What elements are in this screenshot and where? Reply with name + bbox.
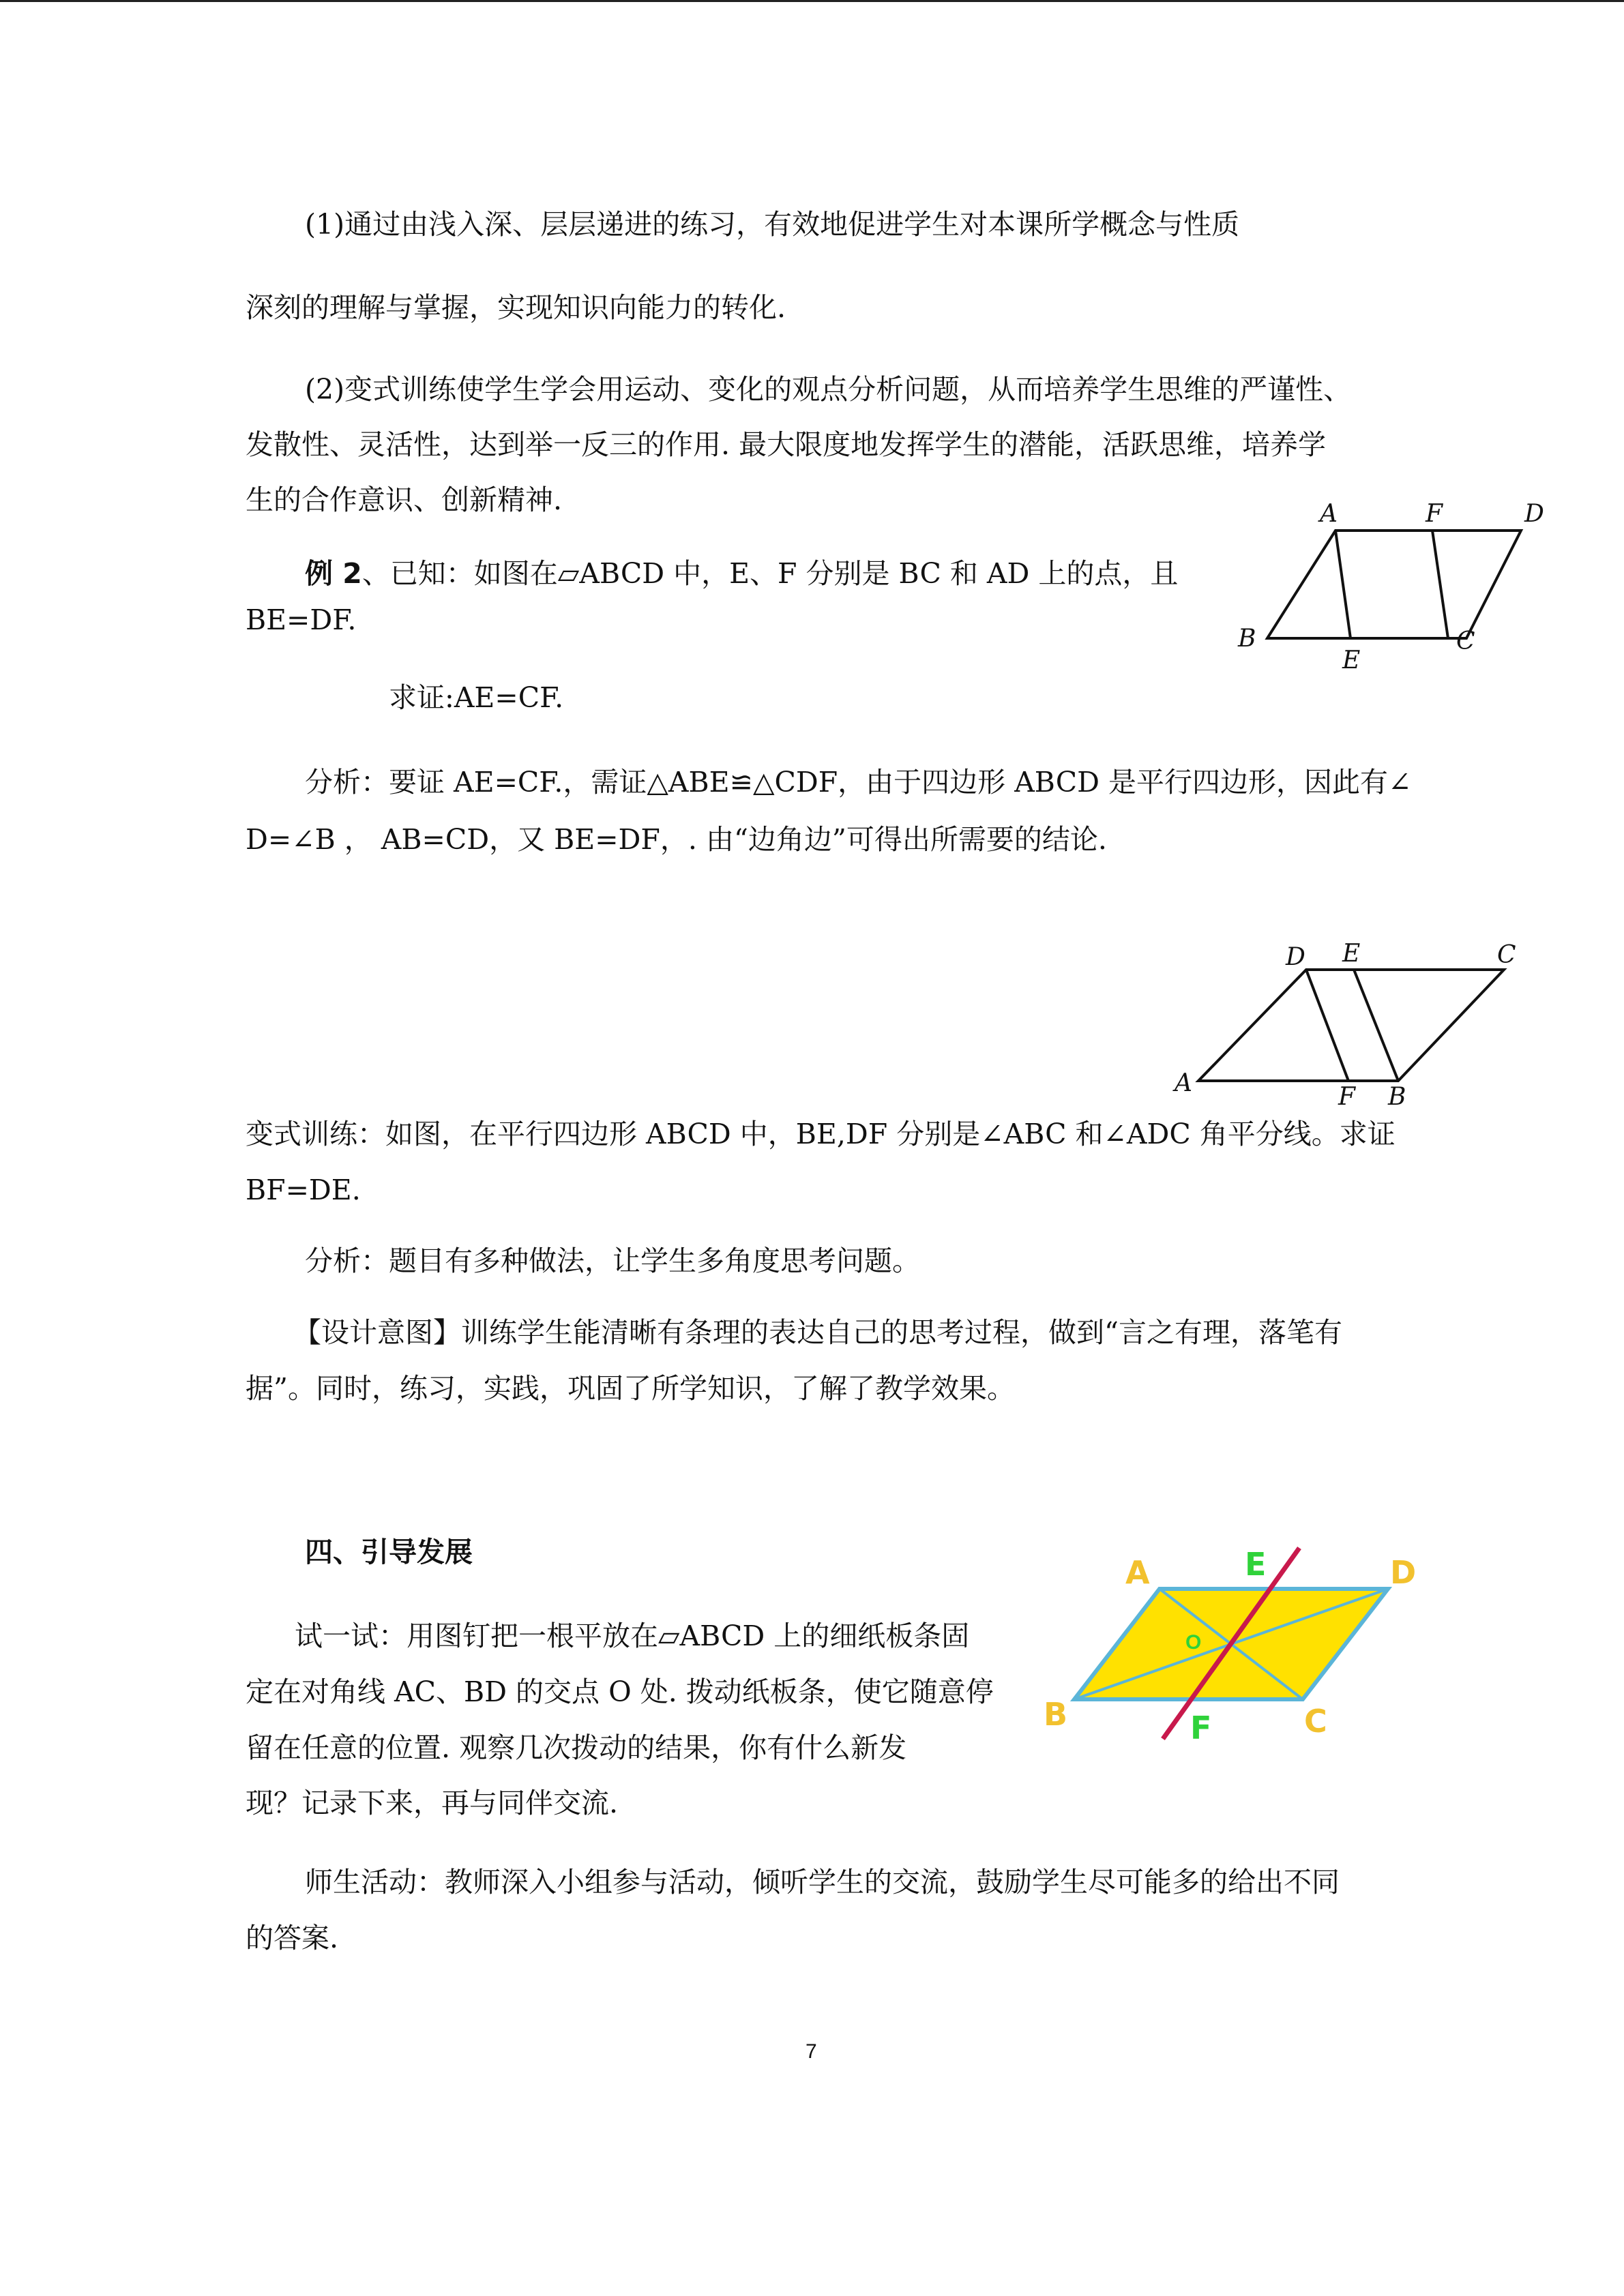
figure-1-parallelogram [1221, 491, 1562, 675]
page-number: 7 [806, 2040, 817, 2063]
figure-1-outline [1267, 531, 1521, 638]
figure-2-label-e: E [1342, 940, 1361, 968]
figure-3-label-b: B [1044, 1696, 1068, 1733]
figure-1-segment-ae [1335, 531, 1350, 638]
figure-2-label-f: F [1338, 1083, 1355, 1111]
figure-3-parallelogram-strip [1023, 1527, 1460, 1759]
top-rule [0, 0, 1624, 2]
section-4-heading: 四、引导发展 [305, 1536, 473, 1568]
example-2-line-1 [305, 554, 1178, 593]
figure-2-label-b: B [1388, 1083, 1406, 1111]
paragraph-2-line-1: (2)变式训练使学生学会用运动、变化的观点分析问题，从而培养学生思维的严谨性、 [305, 373, 1352, 406]
paragraph-2-line-2: 发散性、灵活性，达到举一反三的作用. 最大限度地发挥学生的潜能，活跃思维，培养学 [246, 428, 1327, 461]
paragraph-1-line-2: 深刻的理解与掌握，实现知识向能力的转化. [246, 291, 786, 324]
figure-3-label-c: C [1304, 1703, 1327, 1740]
figure-3-label-e: E [1245, 1546, 1267, 1583]
design-intent-line-1: 【设计意图】训练学生能清晰有条理的表达自己的思考过程，做到“言之有理，落笔有 [293, 1316, 1342, 1349]
example-2-analysis-line-2: D=∠B ， AB=CD，又 BE=DF，. 由“边角边”可得出所需要的结论. [246, 823, 1107, 856]
figure-2-segment-eb [1354, 970, 1398, 1081]
figure-3-label-d: D [1390, 1554, 1417, 1591]
figure-2-label-d: D [1286, 943, 1305, 971]
figure-3-label-o: O [1185, 1631, 1202, 1654]
figure-2-label-c: C [1497, 941, 1516, 969]
variant-line-1: 变式训练：如图，在平行四边形 ABCD 中，BE,DF 分别是∠ABC 和∠ADC 角平分线。求证 [246, 1118, 1396, 1150]
figure-1-label-c: C [1456, 627, 1475, 655]
example-2-label: 例 2 [305, 557, 362, 590]
example-2-analysis-line-1: 分析：要证 AE=CF.，需证△ABE≌△CDF，由于四边形 ABCD 是平行四边形，因此有∠ [305, 766, 1412, 799]
figure-1-label-f: F [1426, 500, 1443, 528]
example-2-prove: 求证:AE=CF. [389, 681, 564, 714]
design-intent-line-2: 据”。同时，练习，实践，巩固了所学知识，了解了教学效果。 [246, 1372, 1015, 1405]
figure-2-outline [1198, 970, 1504, 1081]
try-line-2: 定在对角线 AC、BD 的交点 O 处. 拨动纸板条，使它随意停 [246, 1675, 994, 1708]
figure-2-label-a: A [1175, 1069, 1192, 1097]
activity-line-2: 的答案. [246, 1922, 339, 1954]
figure-2-parallelogram [1160, 934, 1541, 1112]
paragraph-2-line-3: 生的合作意识、创新精神. [246, 483, 563, 516]
activity-line-1: 师生活动：教师深入小组参与活动，倾听学生的交流，鼓励学生尽可能多的给出不同 [305, 1866, 1340, 1898]
try-line-1: 试一试：用图钉把一根平放在▱ABCD 上的细纸板条固 [295, 1620, 970, 1652]
example-2-line-2: BE=DF. [246, 603, 357, 636]
figure-1-label-d: D [1524, 500, 1544, 528]
figure-3-label-a: A [1125, 1554, 1150, 1591]
example-2-statement: 、已知：如图在▱ABCD 中，E、F 分别是 BC 和 AD 上的点，且 [361, 557, 1179, 590]
figure-1-label-e: E [1342, 646, 1361, 674]
figure-2-segment-df [1306, 970, 1348, 1081]
figure-1-segment-fc [1432, 531, 1448, 638]
variant-line-2: BF=DE. [246, 1174, 361, 1206]
figure-1-label-a: A [1320, 500, 1338, 528]
try-line-3: 留在任意的位置. 观察几次拨动的结果，你有什么新发 [246, 1731, 907, 1764]
figure-1-label-b: B [1238, 625, 1256, 653]
paragraph-1-line-1: (1)通过由浅入深、层层递进的练习，有效地促进学生对本课所学概念与性质 [305, 208, 1240, 241]
figure-3-label-f: F [1190, 1710, 1212, 1746]
try-line-4: 现？记录下来，再与同伴交流. [246, 1787, 619, 1819]
variant-analysis: 分析：题目有多种做法，让学生多角度思考问题。 [305, 1244, 920, 1277]
